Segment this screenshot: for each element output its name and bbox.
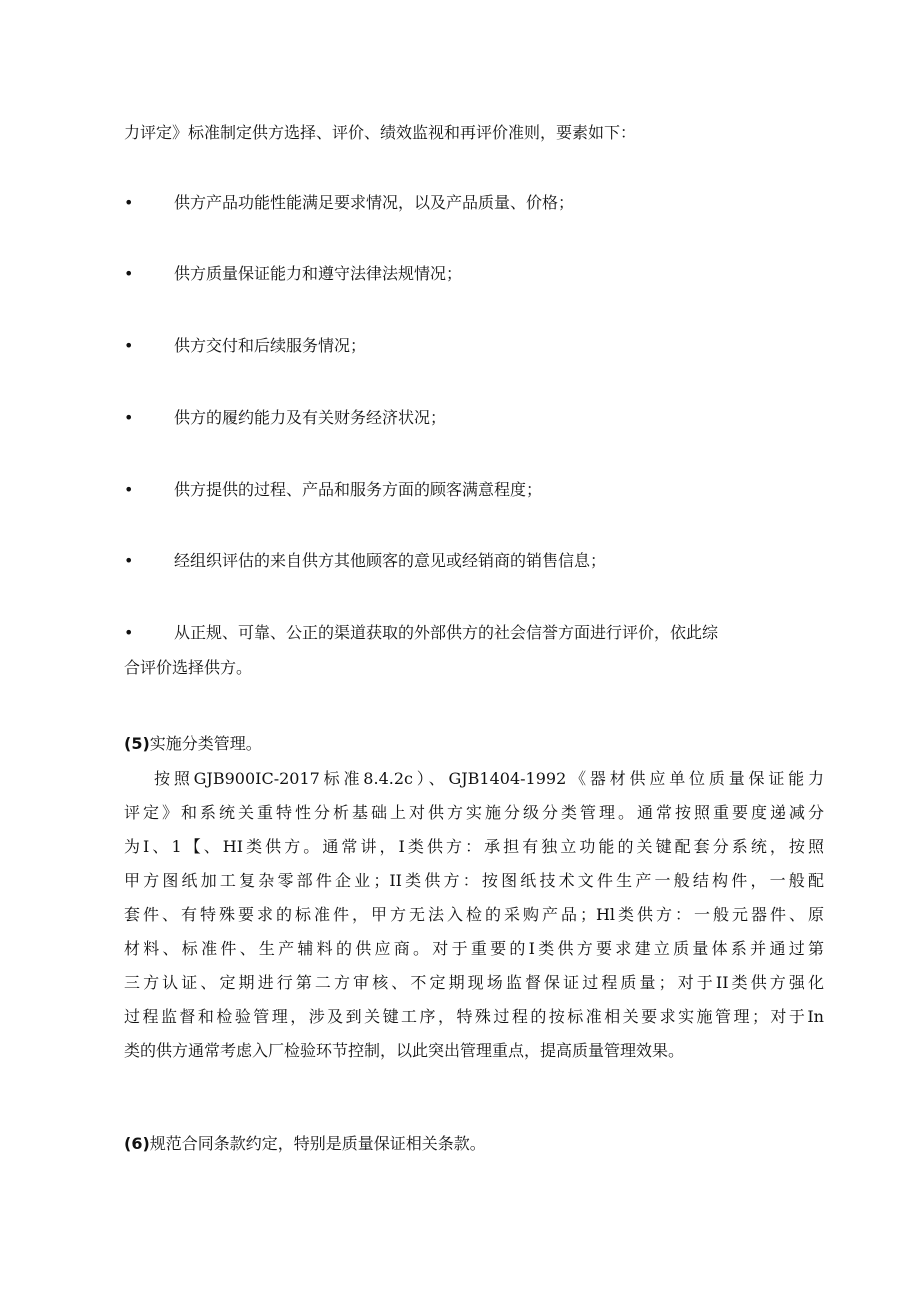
paragraph-line: 类的供方通常考虑入厂检验环节控制，以此突出管理重点，提高质量管理效果。 <box>124 1041 685 1060</box>
bullet-icon: • <box>124 264 134 283</box>
list-item <box>124 192 574 214</box>
list-item-text: 供方质量保证能力和遵守法律法规情况； <box>174 264 463 283</box>
paragraph-line: 按照GJB900IC-2017标准8.4.2c）、GJB1404-1992《器材供应单位质量保证能力 <box>154 769 824 788</box>
list-item <box>124 622 718 644</box>
paragraph-line: 材料、标准件、生产辅料的供应商。对于重要的I类供方要求建立质量体系并通过第 <box>124 939 824 958</box>
section-title: 实施分类管理。 <box>149 734 262 753</box>
list-item <box>124 407 446 429</box>
list-item-text: 从正规、可靠、公正的渠道获取的外部供方的社会信誉方面进行评价，依此综 <box>174 623 719 642</box>
bullet-icon: • <box>124 480 134 499</box>
list-item <box>124 263 462 285</box>
list-item-text: 供方提供的过程、产品和服务方面的顾客满意程度； <box>174 480 543 499</box>
bullet-icon: • <box>124 623 134 642</box>
section-number: (5) <box>124 734 150 753</box>
section-5-heading <box>124 733 262 755</box>
list-item-text: 供方交付和后续服务情况； <box>174 336 367 355</box>
intro-line: 力评定》标准制定供方选择、评价、绩效监视和再评价准则，要素如下： <box>124 123 637 142</box>
list-item <box>124 479 542 501</box>
bullet-icon: • <box>124 408 134 427</box>
list-item-continuation: 合评价选择供方。 <box>124 658 253 677</box>
bullet-icon: • <box>124 551 134 570</box>
list-item-text: 经组织评估的来自供方其他顾客的意见或经销商的销售信息； <box>174 551 607 570</box>
paragraph-line: 甲方图纸加工复杂零部件企业；II类供方：按图纸技术文件生产一般结构件，一般配 <box>124 871 824 890</box>
list-item-text: 供方的履约能力及有关财务经济状况； <box>174 408 447 427</box>
section-5-paragraph <box>124 762 824 1068</box>
bullet-icon: • <box>124 336 134 355</box>
list-item-text: 供方产品功能性能满足要求情况，以及产品质量、价格； <box>174 193 575 212</box>
paragraph-line: 评定》和系统关重特性分析基础上对供方实施分级分类管理。通常按照重要度递减分 <box>124 803 824 822</box>
bullet-icon: • <box>124 193 134 212</box>
paragraph-line: 套件、有特殊要求的标准件，甲方无法入检的采购产品；Hl类供方：一般元器件、原 <box>124 905 824 924</box>
paragraph-line: 为I、1【、HI类供方。通常讲，I类供方：承担有独立功能的关键配套分系统，按照 <box>124 837 824 856</box>
section-number: (6) <box>124 1134 150 1153</box>
list-item <box>124 550 606 572</box>
section-6-heading <box>124 1133 486 1155</box>
paragraph-line: 过程监督和检验管理，涉及到关键工序，特殊过程的按标准相关要求实施管理；对于In <box>124 1007 824 1026</box>
section-title: 规范合同条款约定，特别是质量保证相关条款。 <box>149 1134 486 1153</box>
paragraph-line: 三方认证、定期进行第二方审核、不定期现场监督保证过程质量；对于II类供方强化 <box>124 973 824 992</box>
list-item <box>124 335 366 357</box>
